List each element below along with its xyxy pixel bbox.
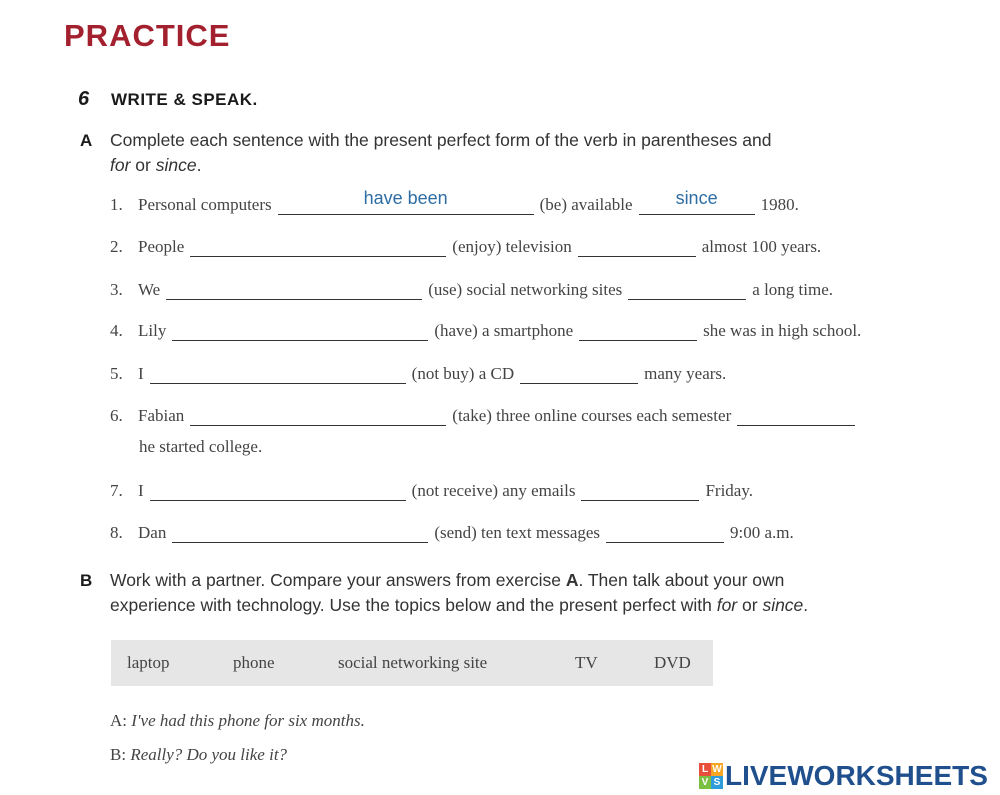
item-verb: (have) a smartphone (434, 321, 574, 340)
item-subject: I (138, 481, 144, 500)
page-title: PRACTICE (64, 18, 231, 53)
item-subject: Dan (138, 523, 167, 542)
part-b-instruction-text: Work with a partner. Compare your answers from exercise (110, 570, 566, 590)
answer-blank-for-since[interactable] (520, 363, 638, 384)
answer-blank-for-since[interactable] (581, 480, 699, 501)
answer-blank-for-since[interactable] (578, 236, 696, 257)
item-verb: (take) three online courses each semester (452, 406, 732, 425)
item-subject: We (138, 280, 161, 299)
part-b-letter: B (80, 571, 93, 590)
logo-mark-cell: V (699, 776, 711, 789)
item-verb: (use) social networking sites (428, 280, 623, 299)
item-end: she was in high school. (703, 321, 862, 340)
dialog-line-a (110, 711, 365, 731)
topic-item: laptop (127, 653, 170, 672)
item-subject: Lily (138, 321, 167, 340)
dialog-line-b (110, 745, 287, 765)
exercise-item-6-continuation (139, 437, 262, 463)
dialog-speaker: A: (110, 711, 127, 730)
item-end: a long time. (752, 280, 834, 299)
dialog-text: I've had this phone for six months. (131, 711, 365, 730)
logo-mark-cell: W (712, 764, 722, 775)
answer-blank-verb[interactable] (166, 279, 422, 300)
answer-blank-for-since[interactable] (737, 405, 855, 426)
item-number: 8. (110, 523, 123, 542)
logo-text: LIVEWORKSHEETS (725, 760, 988, 791)
answer-blank-verb[interactable] (172, 522, 428, 543)
answer-blank-for-since[interactable] (579, 320, 697, 341)
logo-mark-cell: L (699, 763, 711, 776)
part-a-letter: A (80, 131, 93, 150)
topic-item: social networking site (338, 653, 488, 672)
exercise-item-2 (110, 236, 821, 262)
exercise-item-5 (110, 363, 726, 389)
item-subject: Fabian (138, 406, 185, 425)
item-verb: (not buy) a CD (411, 364, 515, 383)
part-b-instruction-for: for (716, 595, 738, 615)
item-subject: People (138, 237, 185, 256)
part-b-instruction-text: . Then talk about your own (578, 570, 785, 590)
exercise-item-7 (110, 480, 753, 506)
item-verb: (not receive) any emails (411, 481, 576, 500)
topic-item: TV (575, 653, 598, 672)
logo-mark-icon (699, 763, 723, 789)
answer-blank-verb[interactable] (150, 363, 406, 384)
item-end: 1980. (760, 195, 799, 214)
item-verb: (send) ten text messages (434, 523, 601, 542)
item-end: 9:00 a.m. (730, 523, 794, 542)
item-continuation: he started college. (139, 437, 263, 456)
exercise-item-3 (110, 279, 833, 305)
dialog-speaker: B: (110, 745, 127, 764)
part-a-instruction-since: since (155, 155, 197, 175)
exercise-item-6 (110, 405, 861, 431)
topic-item: phone (233, 653, 275, 672)
part-a-instruction-or: or (130, 155, 156, 175)
part-a-instruction-for: for (110, 155, 131, 175)
section-number: 6 (78, 88, 90, 110)
dialog-text: Really? Do you like it? (130, 745, 288, 764)
item-number: 3. (110, 280, 123, 299)
item-number: 2. (110, 237, 123, 256)
item-end: almost 100 years. (701, 237, 822, 256)
part-a-instruction-end: . (196, 155, 202, 175)
answer-blank-verb[interactable] (190, 236, 446, 257)
item-verb: (enjoy) television (452, 237, 572, 256)
answer-text: since (675, 188, 718, 208)
part-b-instruction-end: . (803, 595, 809, 615)
item-number: 5. (110, 364, 123, 383)
item-number: 7. (110, 481, 123, 500)
item-number: 4. (110, 321, 123, 340)
item-end: many years. (644, 364, 727, 383)
item-number: 6. (110, 406, 123, 425)
item-subject: Personal computers (138, 195, 272, 214)
part-b-instruction-text: experience with technology. Use the topics below and the present perfect with (110, 595, 717, 615)
exercise-item-1 (110, 188, 799, 220)
liveworksheets-logo (699, 758, 988, 794)
item-end: Friday. (705, 481, 753, 500)
answer-blank-verb[interactable] (190, 405, 446, 426)
exercise-item-4 (110, 320, 861, 346)
item-number: 1. (110, 195, 123, 214)
section-title: WRITE & SPEAK. (111, 90, 258, 109)
part-a-instruction-line1: Complete each sentence with the present perfect form of the verb in parentheses and (110, 130, 772, 150)
answer-blank-for-since[interactable] (628, 279, 746, 300)
exercise-item-8 (110, 522, 794, 548)
item-subject: I (138, 364, 144, 383)
topics-box (111, 640, 713, 686)
answer-blank-verb[interactable] (150, 480, 406, 501)
part-b-instruction (110, 568, 960, 618)
answer-blank-verb[interactable] (278, 188, 534, 215)
part-b-instruction-or: or (737, 595, 763, 615)
item-verb: (be) available (539, 195, 633, 214)
answer-blank-verb[interactable] (172, 320, 428, 341)
part-b-instruction-since: since (762, 595, 804, 615)
answer-blank-for-since[interactable] (639, 188, 755, 215)
part-a-instruction (110, 128, 930, 178)
logo-mark-cell: S (711, 776, 723, 789)
topic-item: DVD (654, 653, 691, 672)
answer-blank-for-since[interactable] (606, 522, 724, 543)
answer-text: have been (363, 188, 448, 208)
part-b-instruction-bold: A (565, 570, 579, 590)
